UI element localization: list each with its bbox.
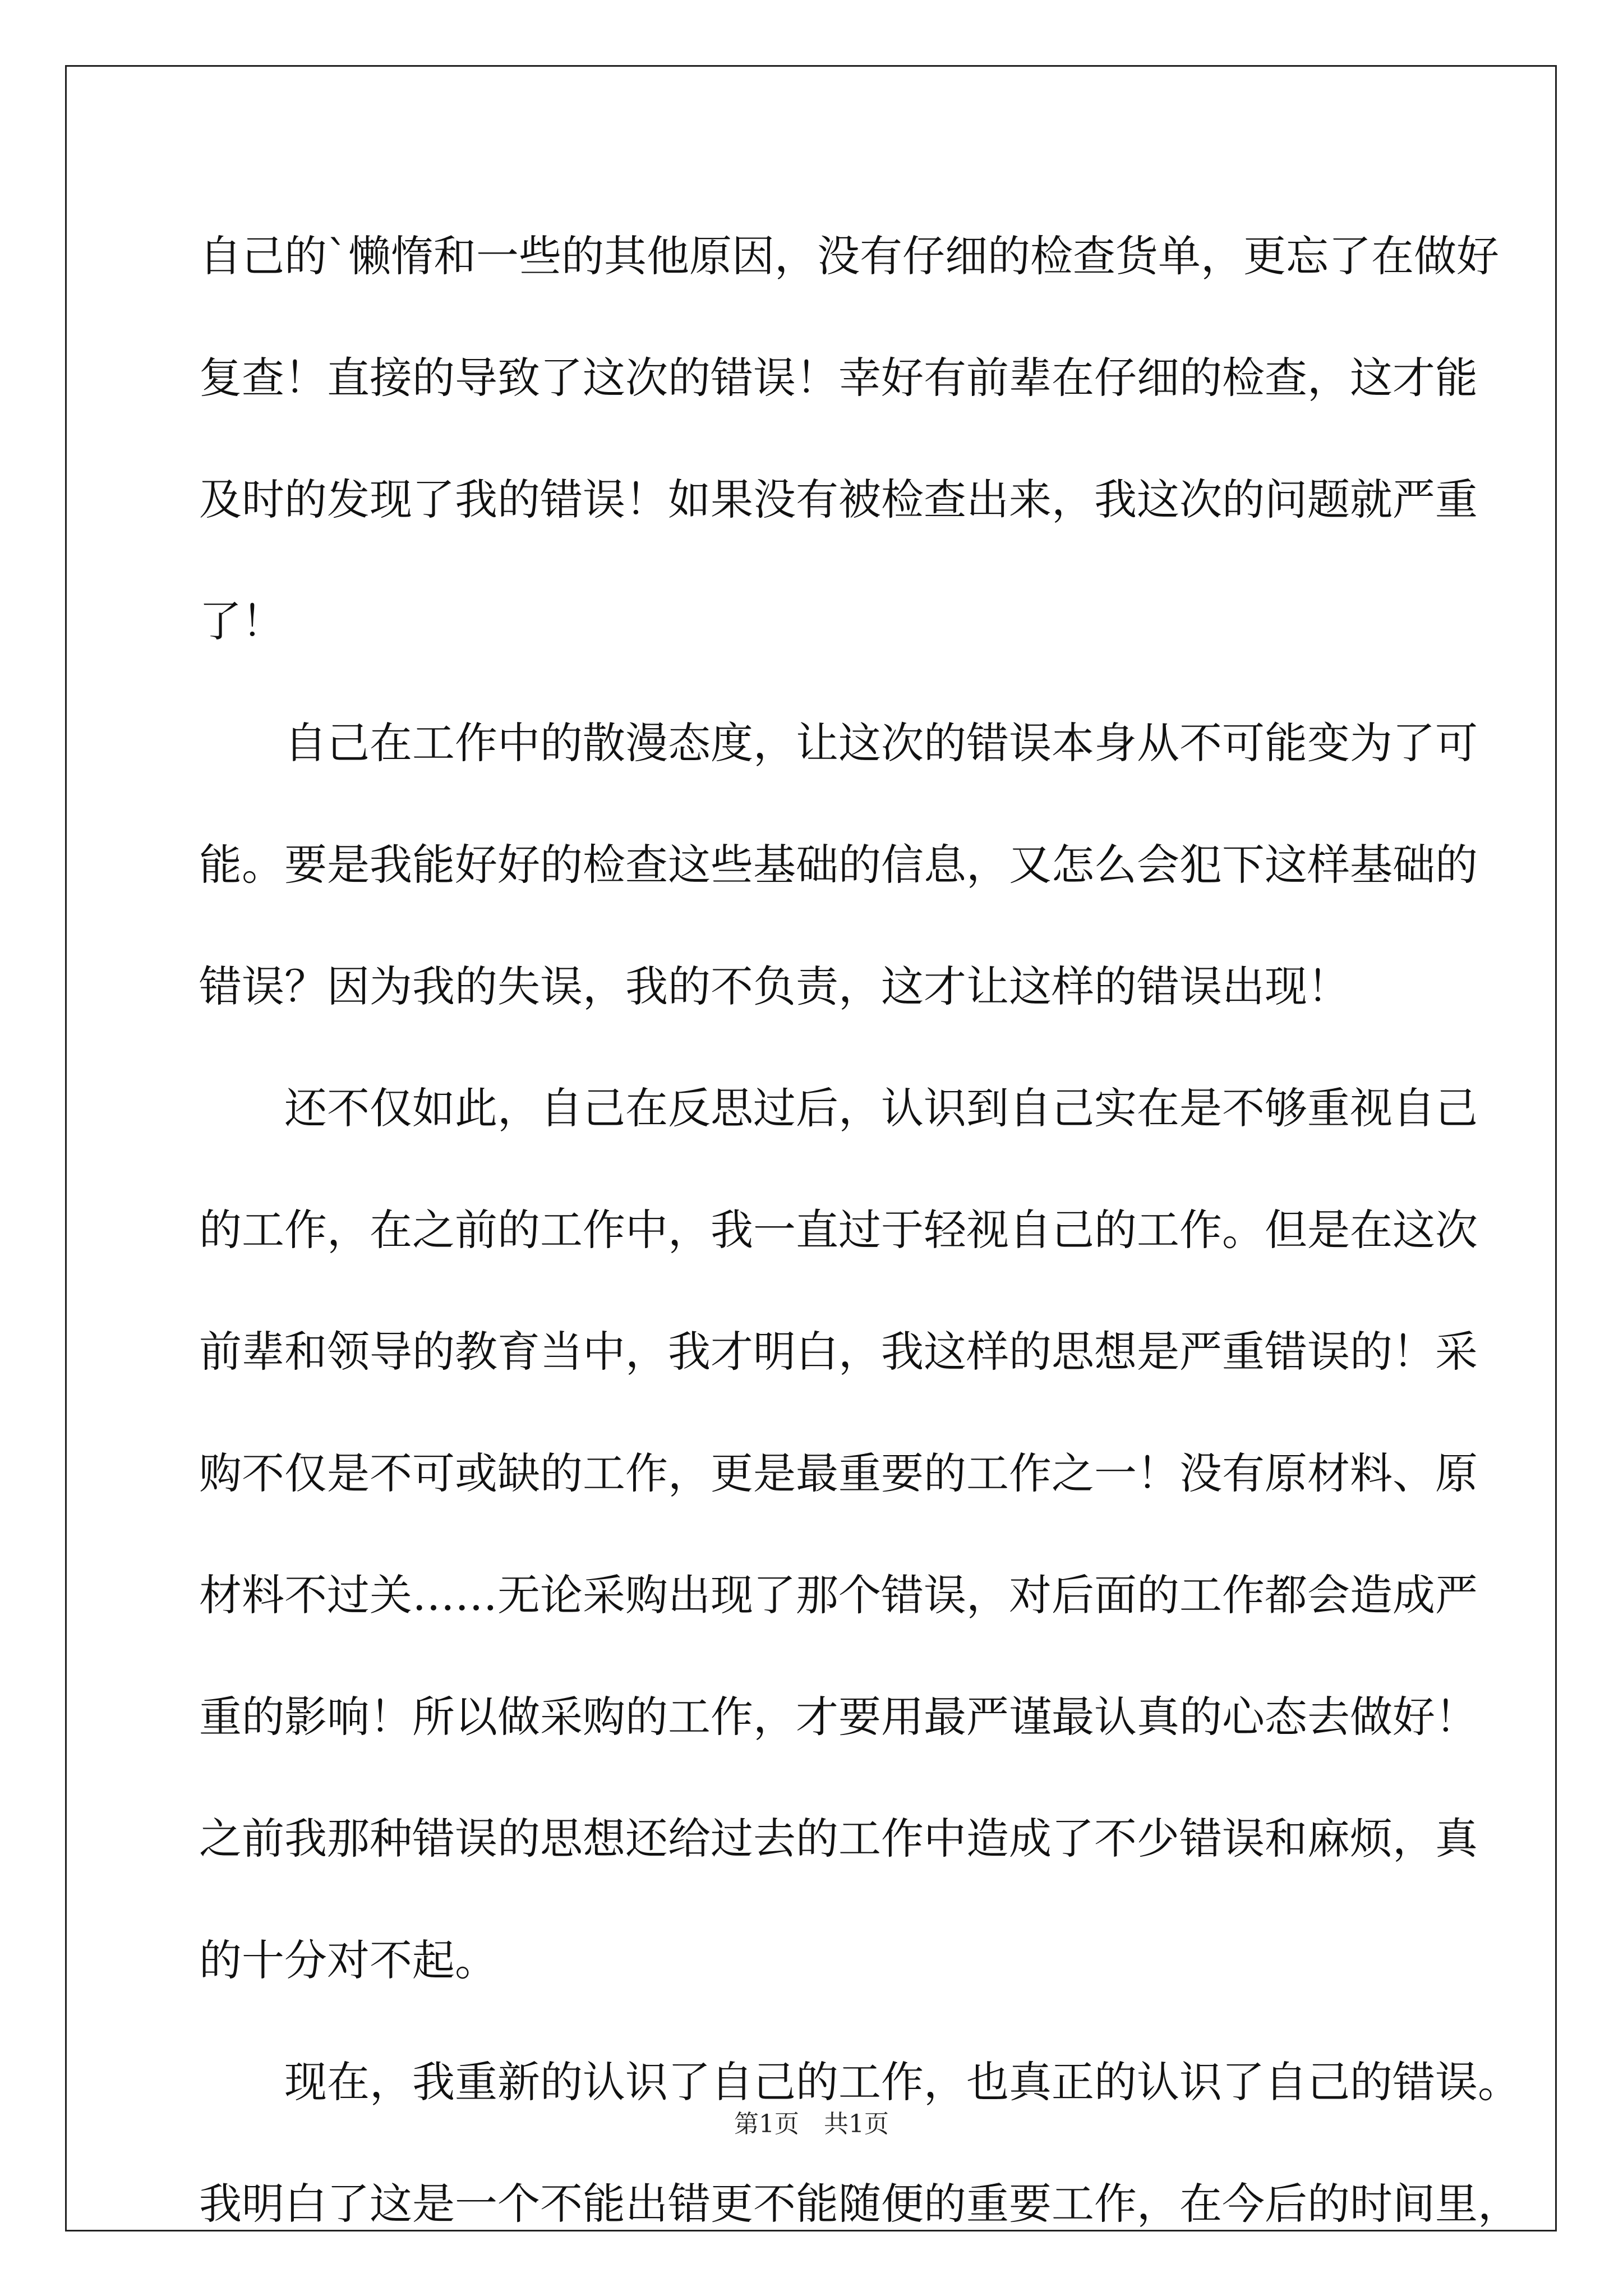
text-line: 我明白了这是一个不能出错更不能随便的重要工作，在今后的时间里，	[199, 2179, 1520, 2229]
text-line: 自己的`懒惰和一些的其他原因，没有仔细的检查货单，更忘了在做好	[199, 231, 1499, 281]
paragraph	[199, 195, 1499, 682]
text-line: 自己在工作中的散漫态度，让这次的错误本身从不可能变为了可	[284, 718, 1478, 768]
text-line: 重的影响！所以做采购的工作，才要用最严谨最认真的心态去做好！	[199, 1692, 1478, 1742]
text-line: 材料不过关……无论采购出现了那个错误，对后面的工作都会造成严	[199, 1570, 1478, 1620]
text-line: 复查！直接的导致了这次的错误！幸好有前辈在仔细的检查，这才能	[199, 353, 1478, 403]
text-line: 购不仅是不可或缺的工作，更是最重要的工作之一！没有原材料、原	[199, 1448, 1478, 1498]
page-number-footer: 第1页 共1页	[734, 2110, 889, 2138]
text-line: 现在，我重新的认识了自己的工作，也真正的认识了自己的错误。	[284, 2057, 1520, 2107]
text-line: 错误？因为我的失误，我的不负责，这才让这样的错误出现！	[199, 961, 1350, 1011]
document-body	[199, 195, 1520, 2265]
text-line: 之前我那种错误的思想还给过去的工作中造成了不少错误和麻烦，真	[199, 1814, 1478, 1864]
text-line: 还不仅如此，自己在反思过后，认识到自己实在是不够重视自己	[284, 1083, 1478, 1133]
text-line: 的工作，在之前的工作中，我一直过于轻视自己的工作。但是在这次	[199, 1205, 1478, 1255]
text-line: 的十分对不起。	[199, 1935, 497, 1985]
paragraph	[199, 1047, 1478, 2021]
text-line: 及时的发现了我的错误！如果没有被检查出来，我这次的问题就严重	[199, 475, 1478, 524]
paragraph	[199, 682, 1478, 1047]
text-line: 了！	[199, 596, 284, 646]
paragraph	[199, 2021, 1520, 2265]
text-line: 前辈和领导的教育当中，我才明白，我这样的思想是严重错误的！采	[199, 1327, 1478, 1377]
text-line: 能。要是我能好好的检查这些基础的信息，又怎么会犯下这样基础的	[199, 840, 1478, 890]
